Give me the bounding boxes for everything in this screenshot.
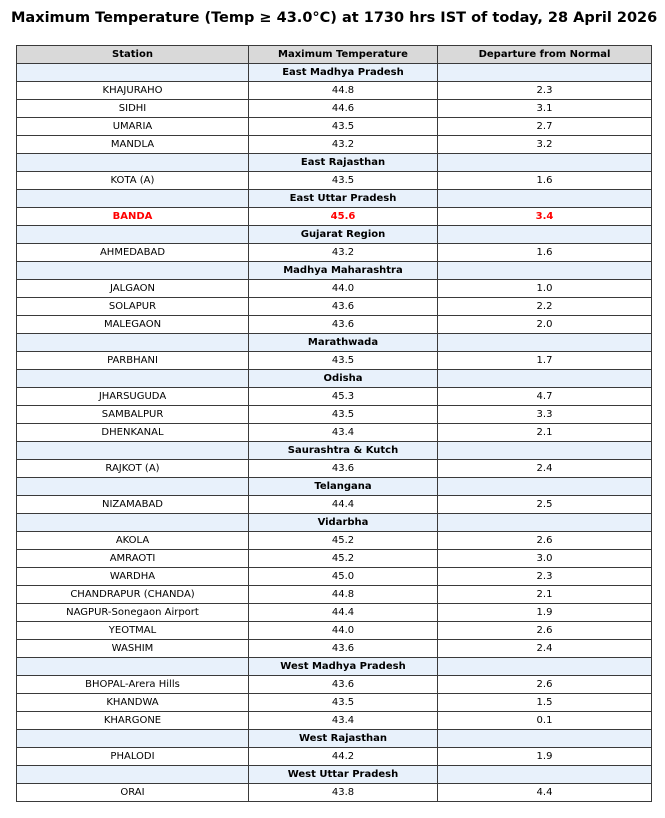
region-empty-cell <box>438 370 652 388</box>
station-cell: JALGAON <box>17 280 249 298</box>
departure-cell: 2.1 <box>438 424 652 442</box>
table-header-row <box>17 46 652 64</box>
region-empty-cell <box>17 730 249 748</box>
max-temp-cell: 45.0 <box>249 568 438 586</box>
departure-cell: 2.6 <box>438 622 652 640</box>
region-row <box>17 262 652 280</box>
region-empty-cell <box>438 226 652 244</box>
region-name: West Rajasthan <box>249 730 438 748</box>
station-cell: PARBHANI <box>17 352 249 370</box>
station-cell: NAGPUR-Sonegaon Airport <box>17 604 249 622</box>
departure-cell: 2.4 <box>438 640 652 658</box>
departure-cell: 3.0 <box>438 550 652 568</box>
region-row <box>17 334 652 352</box>
max-temp-cell: 44.8 <box>249 586 438 604</box>
max-temp-cell: 45.6 <box>249 208 438 226</box>
region-empty-cell <box>17 766 249 784</box>
station-cell: MANDLA <box>17 136 249 154</box>
page-title: Maximum Temperature (Temp ≥ 43.0°C) at 1730 hrs IST of today, 28 April 2026 <box>11 10 658 26</box>
departure-cell: 1.6 <box>438 244 652 262</box>
max-temp-cell: 45.2 <box>249 550 438 568</box>
station-cell: BANDA <box>17 208 249 226</box>
station-cell: SOLAPUR <box>17 298 249 316</box>
column-header-departure: Departure from Normal <box>438 46 652 64</box>
station-cell: UMARIA <box>17 118 249 136</box>
region-empty-cell <box>17 334 249 352</box>
region-empty-cell <box>438 190 652 208</box>
station-cell: SIDHI <box>17 100 249 118</box>
station-cell: RAJKOT (A) <box>17 460 249 478</box>
departure-cell: 3.1 <box>438 100 652 118</box>
station-cell: PHALODI <box>17 748 249 766</box>
departure-cell: 1.9 <box>438 748 652 766</box>
table-row <box>17 388 652 406</box>
table-row <box>17 352 652 370</box>
max-temp-cell: 43.4 <box>249 712 438 730</box>
region-empty-cell <box>17 226 249 244</box>
max-temp-cell: 43.6 <box>249 676 438 694</box>
departure-cell: 0.1 <box>438 712 652 730</box>
region-empty-cell <box>17 514 249 532</box>
table-row <box>17 622 652 640</box>
table-row <box>17 280 652 298</box>
station-cell: KHANDWA <box>17 694 249 712</box>
departure-cell: 3.2 <box>438 136 652 154</box>
departure-cell: 2.7 <box>438 118 652 136</box>
region-name: West Uttar Pradesh <box>249 766 438 784</box>
table-body <box>17 64 652 802</box>
region-row <box>17 514 652 532</box>
station-cell: JHARSUGUDA <box>17 388 249 406</box>
region-name: East Rajasthan <box>249 154 438 172</box>
station-cell: KHAJURAHO <box>17 82 249 100</box>
departure-cell: 2.6 <box>438 676 652 694</box>
table-row <box>17 316 652 334</box>
departure-cell: 1.0 <box>438 280 652 298</box>
region-row <box>17 226 652 244</box>
region-empty-cell <box>17 370 249 388</box>
table-row <box>17 676 652 694</box>
column-header-max-temp: Maximum Temperature <box>249 46 438 64</box>
station-cell: BHOPAL-Arera Hills <box>17 676 249 694</box>
max-temp-cell: 43.6 <box>249 298 438 316</box>
region-empty-cell <box>17 64 249 82</box>
region-row <box>17 766 652 784</box>
table-row <box>17 586 652 604</box>
station-cell: NIZAMABAD <box>17 496 249 514</box>
region-name: East Madhya Pradesh <box>249 64 438 82</box>
table-row <box>17 406 652 424</box>
region-empty-cell <box>17 154 249 172</box>
table-row <box>17 244 652 262</box>
region-row <box>17 370 652 388</box>
region-name: Odisha <box>249 370 438 388</box>
departure-cell: 2.2 <box>438 298 652 316</box>
max-temp-cell: 43.4 <box>249 424 438 442</box>
station-cell: AHMEDABAD <box>17 244 249 262</box>
departure-cell: 2.0 <box>438 316 652 334</box>
max-temp-cell: 45.2 <box>249 532 438 550</box>
region-empty-cell <box>438 514 652 532</box>
region-empty-cell <box>438 154 652 172</box>
region-name: East Uttar Pradesh <box>249 190 438 208</box>
table-row <box>17 550 652 568</box>
region-row <box>17 190 652 208</box>
region-empty-cell <box>438 334 652 352</box>
max-temp-cell: 44.0 <box>249 280 438 298</box>
max-temp-cell: 44.4 <box>249 604 438 622</box>
max-temp-cell: 43.6 <box>249 460 438 478</box>
table-row <box>17 640 652 658</box>
max-temp-cell: 43.5 <box>249 118 438 136</box>
region-empty-cell <box>17 442 249 460</box>
max-temp-cell: 44.4 <box>249 496 438 514</box>
station-cell: MALEGAON <box>17 316 249 334</box>
region-row <box>17 64 652 82</box>
departure-cell: 2.6 <box>438 532 652 550</box>
departure-cell: 1.5 <box>438 694 652 712</box>
table-row <box>17 136 652 154</box>
departure-cell: 2.5 <box>438 496 652 514</box>
station-cell: SAMBALPUR <box>17 406 249 424</box>
departure-cell: 2.1 <box>438 586 652 604</box>
max-temp-cell: 43.6 <box>249 316 438 334</box>
station-cell: ORAI <box>17 784 249 802</box>
departure-cell: 2.3 <box>438 82 652 100</box>
region-empty-cell <box>17 190 249 208</box>
column-header-station: Station <box>17 46 249 64</box>
max-temp-cell: 45.3 <box>249 388 438 406</box>
region-empty-cell <box>438 64 652 82</box>
table-row <box>17 172 652 190</box>
station-cell: KHARGONE <box>17 712 249 730</box>
departure-cell: 1.7 <box>438 352 652 370</box>
departure-cell: 4.4 <box>438 784 652 802</box>
region-empty-cell <box>438 658 652 676</box>
departure-cell: 1.6 <box>438 172 652 190</box>
region-empty-cell <box>17 478 249 496</box>
region-row <box>17 478 652 496</box>
table-row <box>17 460 652 478</box>
region-empty-cell <box>438 442 652 460</box>
departure-cell: 1.9 <box>438 604 652 622</box>
station-cell: WARDHA <box>17 568 249 586</box>
region-name: West Madhya Pradesh <box>249 658 438 676</box>
table-row <box>17 568 652 586</box>
table-row <box>17 784 652 802</box>
region-empty-cell <box>17 262 249 280</box>
table-row <box>17 208 652 226</box>
temperature-table <box>16 45 652 802</box>
region-empty-cell <box>17 658 249 676</box>
region-empty-cell <box>438 262 652 280</box>
region-row <box>17 658 652 676</box>
station-cell: KOTA (A) <box>17 172 249 190</box>
max-temp-cell: 43.2 <box>249 244 438 262</box>
region-name: Marathwada <box>249 334 438 352</box>
max-temp-cell: 43.5 <box>249 406 438 424</box>
station-cell: AKOLA <box>17 532 249 550</box>
max-temp-cell: 43.5 <box>249 172 438 190</box>
max-temp-cell: 44.6 <box>249 100 438 118</box>
table-row <box>17 82 652 100</box>
station-cell: CHANDRAPUR (CHANDA) <box>17 586 249 604</box>
table-row <box>17 532 652 550</box>
departure-cell: 2.3 <box>438 568 652 586</box>
max-temp-cell: 44.0 <box>249 622 438 640</box>
max-temp-cell: 43.5 <box>249 694 438 712</box>
station-cell: WASHIM <box>17 640 249 658</box>
max-temp-cell: 44.8 <box>249 82 438 100</box>
region-empty-cell <box>438 766 652 784</box>
table-row <box>17 748 652 766</box>
station-cell: YEOTMAL <box>17 622 249 640</box>
table-row <box>17 712 652 730</box>
max-temp-cell: 43.2 <box>249 136 438 154</box>
region-row <box>17 730 652 748</box>
region-row <box>17 154 652 172</box>
region-name: Vidarbha <box>249 514 438 532</box>
table-row <box>17 100 652 118</box>
region-row <box>17 442 652 460</box>
region-empty-cell <box>438 730 652 748</box>
table-row <box>17 496 652 514</box>
table-row <box>17 118 652 136</box>
region-name: Saurashtra & Kutch <box>249 442 438 460</box>
max-temp-cell: 43.8 <box>249 784 438 802</box>
departure-cell: 3.4 <box>438 208 652 226</box>
table-row <box>17 694 652 712</box>
max-temp-cell: 43.5 <box>249 352 438 370</box>
station-cell: DHENKANAL <box>17 424 249 442</box>
departure-cell: 4.7 <box>438 388 652 406</box>
table-row <box>17 424 652 442</box>
station-cell: AMRAOTI <box>17 550 249 568</box>
region-name: Telangana <box>249 478 438 496</box>
table-row <box>17 298 652 316</box>
departure-cell: 3.3 <box>438 406 652 424</box>
max-temp-cell: 44.2 <box>249 748 438 766</box>
region-empty-cell <box>438 478 652 496</box>
region-name: Madhya Maharashtra <box>249 262 438 280</box>
max-temp-cell: 43.6 <box>249 640 438 658</box>
region-name: Gujarat Region <box>249 226 438 244</box>
departure-cell: 2.4 <box>438 460 652 478</box>
table-row <box>17 604 652 622</box>
